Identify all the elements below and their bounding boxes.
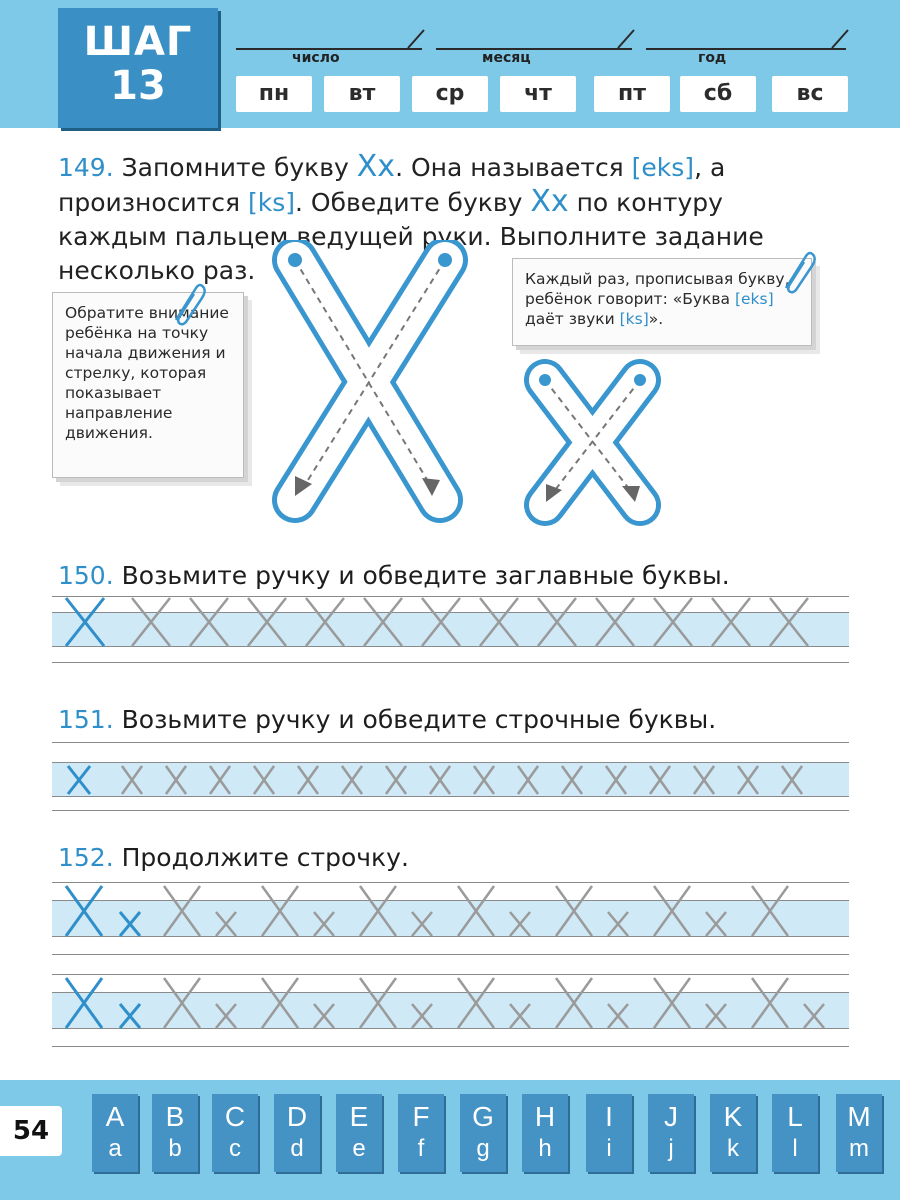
task-text: каждым пальцем ведущей руки. Выполните задание [58,222,764,251]
tracing-row-lowercase [52,742,849,812]
letter-upper: A [105,1101,125,1132]
letter-upper: B [165,1101,185,1132]
year-label: год [698,50,727,66]
practice-glyphs-1 [52,882,849,958]
letter-lower: f [417,1135,425,1162]
step-number: 13 [110,63,166,109]
letter-lower: d [290,1135,304,1162]
letter-upper: F [412,1101,430,1132]
letter-upper: M [847,1101,871,1132]
alphabet-tab-f [398,1094,444,1172]
tracing-row-capital [52,596,849,676]
letter-sound: [ks] [247,188,295,217]
letter-lower: a [108,1135,122,1162]
day-label: число [292,50,340,66]
task-151 [58,704,716,736]
task-text: . Обведите букву [295,188,531,217]
task-text: Возьмите ручку и обведите строчные буквы. [113,705,717,734]
letter-lower: e [352,1135,366,1162]
letter-pair: Xx [356,149,396,184]
letter-lower: c [229,1135,241,1162]
alphabet-tab-a [92,1094,138,1172]
letter-sound: [ks] [619,310,649,328]
task-number: 150. [58,561,114,590]
date-slashes [0,0,900,70]
small-x-outline [539,374,646,505]
alphabet-tab-b [152,1094,198,1172]
letter-name: [eks] [734,290,774,308]
page-number: 54 [0,1106,62,1156]
day-tue: вт [324,76,400,112]
letter-upper: H [534,1101,556,1132]
letter-upper: E [349,1101,369,1132]
letter-lower: i [606,1135,612,1162]
alphabet-tab-l [772,1094,818,1172]
letter-upper: G [472,1101,494,1132]
day-fri: пт [594,76,670,112]
task-text: Продолжите строчку. [113,843,409,872]
task-text: по контуру [568,188,723,217]
practice-glyphs-2 [52,974,849,1050]
alphabet-tab-c [212,1094,258,1172]
task-text: Возьмите ручку и обведите заглавные буквы. [113,561,730,590]
letter-lower: k [727,1135,739,1162]
task-text: несколько раз. [58,256,256,285]
teacher-note-left [52,292,244,478]
letter-lower: m [849,1135,869,1162]
alphabet-tab-j [648,1094,694,1172]
practice-row-1 [52,882,849,958]
step-word: ШАГ [83,19,193,65]
task-number: 149. [58,153,114,182]
alphabet-tab-d [274,1094,320,1172]
task-number: 152. [58,843,114,872]
teacher-note-right [512,258,812,346]
practice-row-2 [52,974,849,1050]
letter-upper: L [787,1101,803,1132]
letter-lower: g [476,1135,490,1162]
task-text: Запомните букву [113,153,357,182]
letter-upper: D [286,1101,308,1132]
note-text: Каждый раз, прописывая букву, ребёнок говорит: «Буква [525,270,790,308]
alphabet-tab-i [586,1094,632,1172]
letter-lower: j [668,1135,674,1162]
task-text: произносится [58,188,248,217]
letter-upper: C [224,1101,246,1132]
day-sun: вс [772,76,848,112]
alphabet-tab-h [522,1094,568,1172]
alphabet-tab-e [336,1094,382,1172]
alphabet-tab-g [460,1094,506,1172]
task-number: 151. [58,705,114,734]
alphabet-tab-m [836,1094,882,1172]
task-text: . Она называется [395,153,632,182]
letter-lower: b [168,1135,182,1162]
letter-upper: I [605,1101,613,1132]
task-text: , а [694,153,726,182]
day-mon: пн [236,76,312,112]
letter-upper: J [664,1101,678,1132]
paperclip-icon [778,248,818,298]
alphabet-tab-k [710,1094,756,1172]
lowercase-x-tracing-glyphs [52,742,849,812]
task-150 [58,560,730,592]
letter-lower: h [538,1135,552,1162]
capital-x-outline [288,253,452,500]
month-label: месяц [482,50,531,66]
letter-pair: Xx [530,184,569,219]
letter-lower: l [792,1135,798,1162]
day-sat: сб [680,76,756,112]
note-text: даёт звуки [525,310,620,328]
note-text: ». [648,310,664,328]
day-wed: ср [412,76,488,112]
letter-upper: K [723,1101,743,1132]
note-text: Обратите внимание ребёнка на точку начала движения и стрелку, которая показывает направление движения. [65,304,229,442]
capital-x-tracing-glyphs [52,596,849,666]
paperclip-icon [168,280,208,330]
letter-name: [eks] [631,153,695,182]
day-thu: чт [500,76,576,112]
task-152 [58,842,409,874]
